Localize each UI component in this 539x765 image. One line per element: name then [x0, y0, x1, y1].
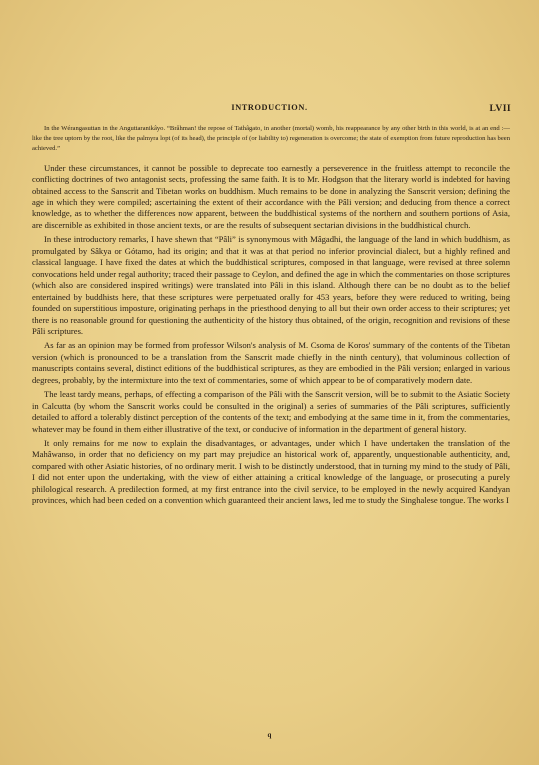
paragraph-3: As far as an opinion may be formed from professor Wilson's analysis of M. Csoma de Koros' summary of the contents of the Tibetan version (which is pronounced to be a translation from the Sanscrit made chiefly in the ninth century), that voluminous collection of manuscripts contains several, distinct editions of the buddhistical scriptures, as they are embodied in the Pâli version; enlarged in various degrees, probably, by the intermixture into the text of commentaries, some of which appear to be of comparatively modern date.: [32, 340, 510, 385]
page-number: LVII: [489, 103, 511, 114]
paragraph-1: Under these circumstances, it cannot be possible to deprecate too earnestly a perseverence in the fruitless attempt to reconcile the conflicting doctrines of two antagonist sects, professing the same faith. It is to Mr. Hodgson that the literary world is indebted for having obtained access to the Sanscrit and Tibetan works on buddhism. Much remains to be done in analyzing the Sanscrit version; defining the age in which they were compiled; ascertaining the extent of their accordance with the Pâli version; and deducing from thence a correct knowledge, as to whether the differences now apparent, between the buddhistical systems of the northern and southern portions of Asia, are discernible as exhibited in those ancient texts, or are the results of subsequent sectarian divisions in the buddhistical church.: [32, 162, 510, 230]
running-head: INTRODUCTION.: [231, 103, 308, 112]
paragraph-5: It only remains for me now to explain the disadvantages, or advantages, under which I have undertaken the translation of the Mahâwanso, in order that no deficiency on my part may prejudice an historical work of, apparently, unquestionable authenticity, and, compared with other Asiatic histories, of no ordinary merit. I wish to be distinctly understood, that in turning my mind to the study of Pâli, I did not enter upon the undertaking, with the view of either attaining a critical knowledge of the language, or prosecuting a purely philological research. A predilection formed, at my first entrance into the civil service, to be employed in the newly acquired Kandyan provinces, which had been ceded on a convention which guaranteed their ancient laws, led me to study the Singhalese tongue. The works I: [32, 438, 510, 506]
footnote: In the Wérangasuttan in the Anguttaranikâyo. “Brâhman! the repose of Tathâgato, in another (mortal) womb, his reappearance by any other birth in this world, is at an end :—like the tree uptorn by the root, like the palmyra lopt (of its head), the principle of (or liability to) regeneration is overcome; the state of exemption from future reproduction has been achieved.”: [32, 125, 510, 153]
page-body: [32, 124, 510, 510]
paragraph-4: The least tardy means, perhaps, of effecting a comparison of the Pâli with the Sanscrit version, will be to submit to the Asiatic Society in Calcutta (by whom the Sanscrit works could be consulted in the original) a series of summaries of the Pâli scriptures, sufficiently detailed to afford a tolerably distinct perception of the contents of the text; and embodying at the same time in it, from the commentaries, whatever may be found in them either illustrative of the text, or conducive of information in the department of general history.: [32, 389, 510, 434]
paragraph-2: In these introductory remarks, I have shewn that “Pâli” is synonymous with Mâgadhi, the language of the land in which buddhism, as promulgated by Sâkya or Gótamo, had its origin; and that it was at that period no inferior provincial dialect, but a highly refined and classical language. I have fixed the dates at which the buddhistical scriptures, composed in that language, were revised at three solemn convocations held under regal authority; traced their passage to Ceylon, and defined the age in which the commentaries on those scriptures (which also are considered inspired writings) were translated into Pâli in this island. Although there can be no doubt as to the belief entertained by buddhists here, that these scriptures were perpetuated orally for 453 years, before they were reduced to writing, being founded on superstitious imposture, originating perhaps in the priesthood denying to all but their own order access to their scriptures; yet there is no reasonable ground for questioning the authenticity of the history thus obtained, of the origin, recognition and revisions of these Pâli scriptures.: [32, 234, 510, 336]
page-header: [0, 103, 539, 117]
signature-mark: q: [267, 731, 272, 739]
